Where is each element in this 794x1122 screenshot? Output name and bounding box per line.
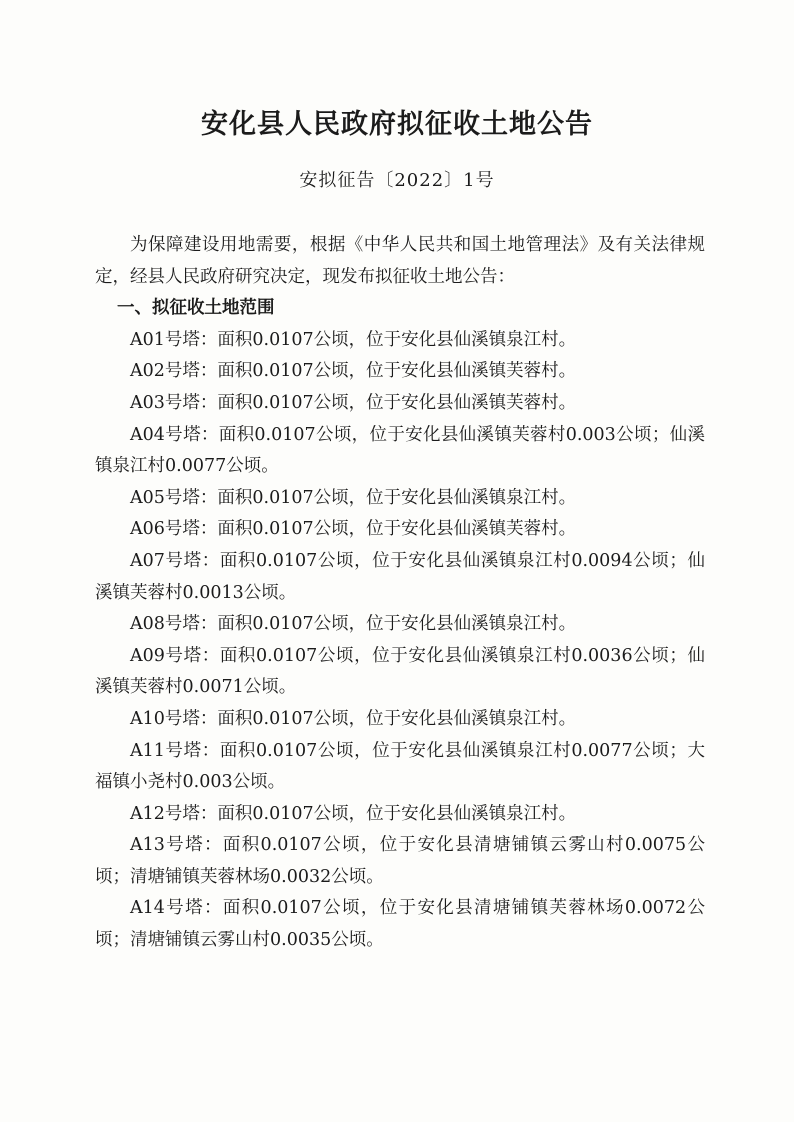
document-number: 安拟征告〔2022〕1号 [299,170,495,191]
section-heading-land-scope: 一、拟征收土地范围 [117,298,275,319]
tower-item-a06: A06号塔：面积0.0107公顷，位于安化县仙溪镇芙蓉村。 [130,519,577,540]
document-title: 安化县人民政府拟征收土地公告 [201,109,593,140]
tower-item-a04: A04号塔：面积0.0107公顷，位于安化县仙溪镇芙蓉村0.003公顷；仙溪镇泉江村0.0077公顷。 [95,424,705,477]
tower-item-a05: A05号塔：面积0.0107公顷，位于安化县仙溪镇泉江村。 [130,487,577,508]
intro-paragraph: 为保障建设用地需要，根据《中华人民共和国土地管理法》及有关法律规定，经县人民政府研究决定，现发布拟征收土地公告： [95,235,705,287]
tower-item-a10: A10号塔：面积0.0107公顷，位于安化县仙溪镇泉江村。 [130,708,577,729]
tower-item-a08: A08号塔：面积0.0107公顷，位于安化县仙溪镇泉江村。 [130,614,577,635]
document-body [95,230,705,957]
tower-item-a14: A14号塔：面积0.0107公顷，位于安化县清塘铺镇芙蓉林场0.0072公顷；清塘铺镇云雾山村0.0035公顷。 [95,898,705,951]
tower-item-a11: A11号塔：面积0.0107公顷，位于安化县仙溪镇泉江村0.0077公顷；大福镇小尧村0.003公顷。 [95,740,705,793]
tower-item-a09: A09号塔：面积0.0107公顷，位于安化县仙溪镇泉江村0.0036公顷；仙溪镇芙蓉村0.0071公顷。 [95,645,705,698]
tower-item-a12: A12号塔：面积0.0107公顷，位于安化县仙溪镇泉江村。 [130,803,577,824]
tower-item-a02: A02号塔：面积0.0107公顷，位于安化县仙溪镇芙蓉村。 [130,361,577,382]
tower-item-a01: A01号塔：面积0.0107公顷，位于安化县仙溪镇泉江村。 [130,329,577,350]
tower-item-a03: A03号塔：面积0.0107公顷，位于安化县仙溪镇芙蓉村。 [130,392,577,413]
tower-list [95,325,705,957]
tower-item-a07: A07号塔：面积0.0107公顷，位于安化县仙溪镇泉江村0.0094公顷；仙溪镇芙蓉村0.0013公顷。 [95,550,705,603]
tower-item-a13: A13号塔：面积0.0107公顷，位于安化县清塘铺镇云雾山村0.0075公顷；清塘铺镇芙蓉林场0.0032公顷。 [95,835,705,887]
